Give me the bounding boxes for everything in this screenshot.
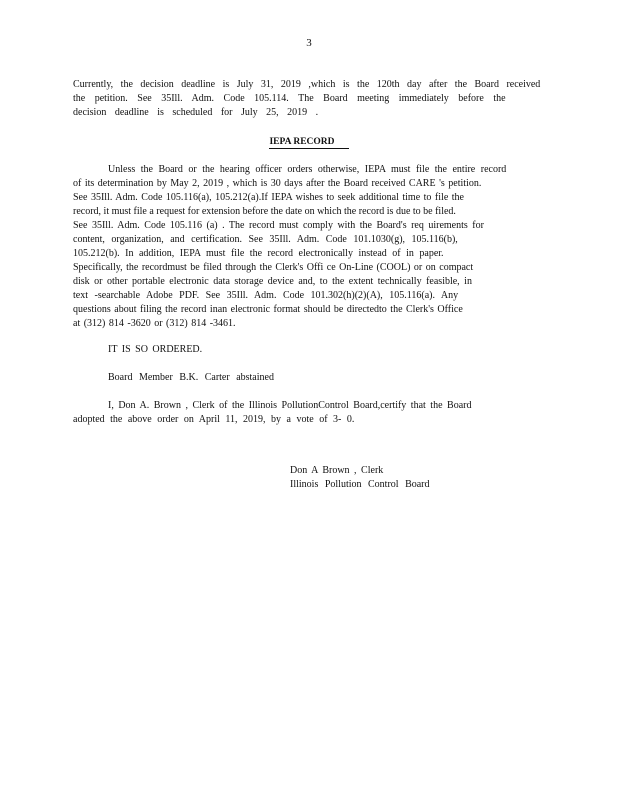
deadline-paragraph bbox=[73, 78, 541, 120]
paragraph-line: questions about filing the record inan electronic format should be directedto the Clerk's Office bbox=[73, 304, 463, 315]
paragraph-line: I, Don A. Brown , Clerk of the Illinois PollutionControl Board,certify that the Board bbox=[108, 400, 472, 411]
paragraph-line: the petition. See 35Ill. Adm. Code 105.114. The Board meeting immediately before the bbox=[73, 93, 506, 104]
paragraph-line: disk or other portable electronic data storage device and, to the extent technically feasible, in bbox=[73, 276, 472, 287]
ordered-line: IT IS SO ORDERED. bbox=[108, 344, 203, 355]
paragraph-line: adopted the above order on April 11, 2019, by a vote of 3- 0. bbox=[73, 414, 355, 425]
paragraph-line: See 35Ill. Adm. Code 105.116 (a) . The record must comply with the Board's req uirements for bbox=[73, 220, 484, 231]
paragraph-line: decision deadline is scheduled for July 25, 2019 . bbox=[73, 107, 319, 118]
paragraph-line: Currently, the decision deadline is July 31, 2019 ,which is the 120th day after the Board received bbox=[73, 79, 541, 90]
page-number: 3 bbox=[306, 37, 312, 49]
paragraph-line: Unless the Board or the hearing officer orders otherwise, IEPA must file the entire record bbox=[108, 164, 507, 175]
paragraph-line: Specifically, the recordmust be filed through the Clerk's Offi ce On-Line (COOL) or on compact bbox=[73, 262, 474, 273]
paragraph-line: text -searchable Adobe PDF. See 35Ill. Adm. Code 101.302(h)(2)(A), 105.116(a). Any bbox=[73, 290, 459, 301]
abstained-line: Board Member B.K. Carter abstained bbox=[108, 372, 274, 383]
paragraph-line: 105.212(b). In addition, IEPA must file the record electronically instead of in paper. bbox=[73, 248, 444, 259]
signature-organization: Illinois Pollution Control Board bbox=[290, 479, 430, 490]
paragraph-line: record, it must file a request for extension before the date on which the record is due to be filed. bbox=[73, 206, 456, 217]
paragraph-line: See 35Ill. Adm. Code 105.116(a), 105.212(a).If IEPA wishes to seek additional time to file the bbox=[73, 192, 464, 203]
paragraph-line: at (312) 814 -3620 or (312) 814 -3461. bbox=[73, 318, 236, 329]
signature-name: Don A Brown , Clerk bbox=[290, 465, 384, 476]
certification-paragraph bbox=[73, 399, 536, 427]
section-heading-text: IEPA RECORD bbox=[269, 137, 348, 149]
record-paragraph bbox=[73, 163, 536, 331]
paragraph-line: of its determination by May 2, 2019 , which is 30 days after the Board received CARE 's petition. bbox=[73, 178, 482, 189]
paragraph-line: content, organization, and certification. See 35Ill. Adm. Code 101.1030(g), 105.116(b), bbox=[73, 234, 458, 245]
section-heading bbox=[0, 137, 618, 147]
signature-block bbox=[290, 464, 430, 492]
